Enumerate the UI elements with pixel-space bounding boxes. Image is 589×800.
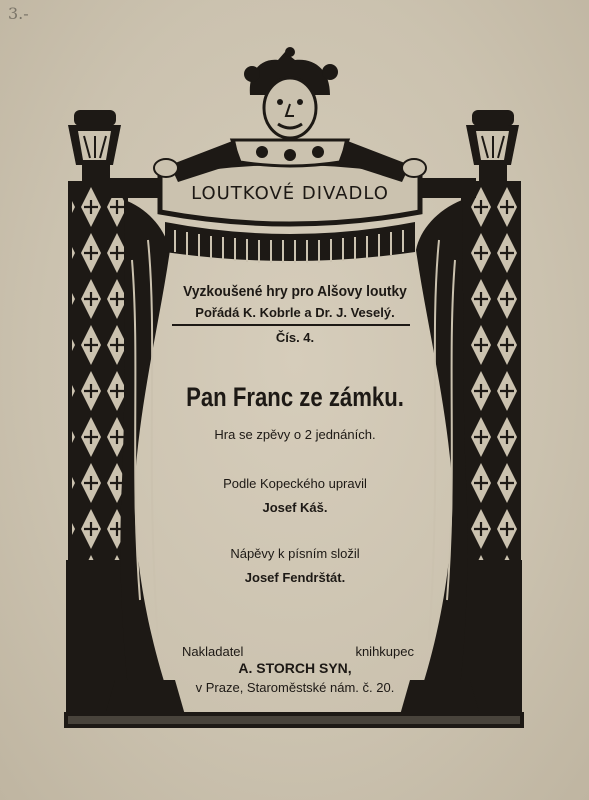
publisher-role-right: knihkupec bbox=[355, 644, 414, 659]
left-column bbox=[66, 110, 130, 720]
publisher-role-row bbox=[182, 644, 414, 659]
right-curtain bbox=[416, 200, 468, 705]
adapted-by-label: Podle Kopeckého upravil bbox=[223, 476, 367, 491]
play-subtitle: Hra se zpěvy o 2 jednáních. bbox=[214, 427, 376, 442]
issue-number: Čís. 4. bbox=[275, 330, 315, 345]
songs-by-label: Nápěvy k písním složil bbox=[230, 546, 360, 561]
play-title: Pan Franc ze zámku. bbox=[186, 382, 404, 412]
banner-fringe bbox=[165, 222, 415, 263]
banner-title: LOUTKOVÉ DIVADLO bbox=[191, 183, 389, 204]
jester-puppet-illustration bbox=[154, 47, 426, 182]
corner-pencil-mark: 3.- bbox=[8, 4, 29, 23]
composer-name: Josef Fendrštát. bbox=[244, 570, 346, 585]
series-title: Vyzkoušené hry pro Alšovy loutky bbox=[183, 283, 407, 300]
editors-line: Pořádá K. Kobrle a Dr. J. Veselý. bbox=[195, 305, 395, 320]
left-curtain bbox=[120, 200, 170, 705]
divider-rule bbox=[172, 324, 410, 326]
publisher-name: A. STORCH SYN, bbox=[238, 660, 352, 676]
adapter-name: Josef Káš. bbox=[262, 500, 328, 515]
publisher-role-left: Nakladatel bbox=[182, 644, 244, 659]
right-column bbox=[458, 110, 522, 720]
publisher-address: v Praze, Staroměstské nám. č. 20. bbox=[195, 680, 395, 695]
